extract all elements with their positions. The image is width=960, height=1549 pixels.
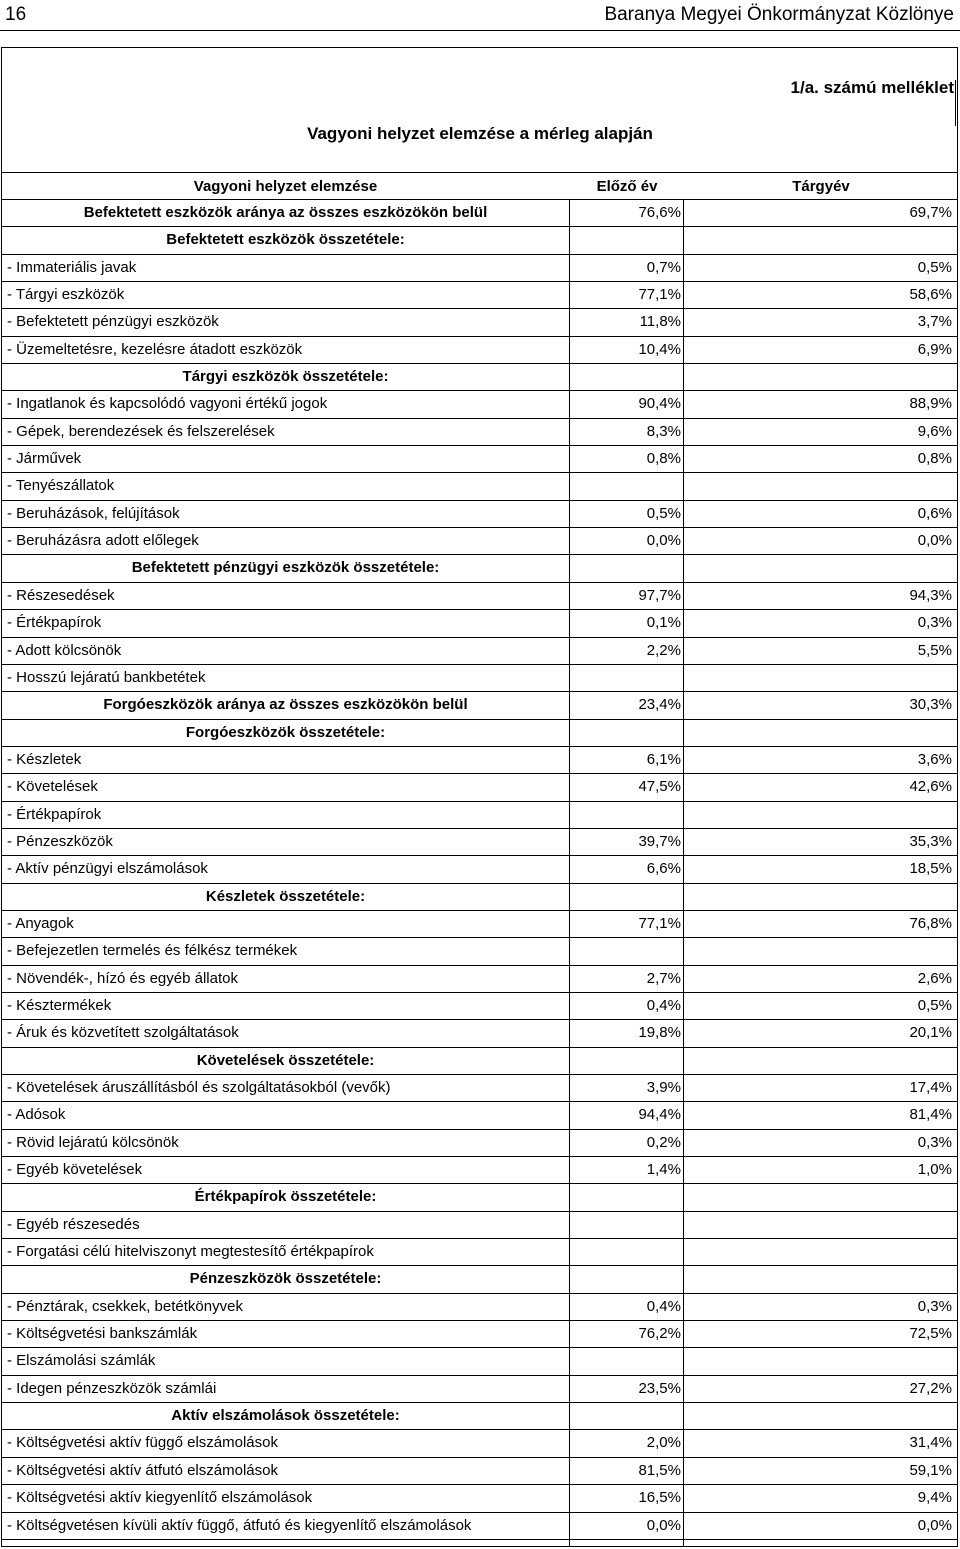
row-label: - Adott kölcsönök <box>7 641 122 659</box>
row-label: Pénzeszközök összetétele: <box>189 1270 382 1288</box>
section-header-row <box>1 884 958 911</box>
table-row <box>1 282 958 309</box>
current-year-value: 1,0% <box>917 1161 952 1179</box>
table-row <box>1 665 958 692</box>
previous-year-value: 10,4% <box>638 340 681 358</box>
current-year-value: 0,3% <box>917 1133 952 1151</box>
current-year-value: 30,3% <box>909 696 952 714</box>
current-year-value: 42,6% <box>909 778 952 796</box>
annex-divider <box>955 80 956 126</box>
previous-year-value: 47,5% <box>638 778 681 796</box>
section-header-row <box>1 1403 958 1430</box>
row-label: - Egyéb részesedés <box>7 1215 140 1233</box>
previous-year-value: 97,7% <box>638 586 681 604</box>
table-body <box>1 200 958 1540</box>
previous-year-value: 77,1% <box>638 914 681 932</box>
previous-year-value: 16,5% <box>638 1489 681 1507</box>
previous-year-value: 0,0% <box>646 1516 681 1534</box>
row-label: Forgóeszközök aránya az összes eszközökön belül <box>103 696 468 714</box>
row-label: - Befejezetlen termelés és félkész termékek <box>7 942 298 960</box>
table-row <box>1 774 958 801</box>
table-row <box>1 1294 958 1321</box>
section-header-row <box>1 1184 958 1211</box>
row-label: Forgóeszközök összetétele: <box>185 723 386 741</box>
row-label: - Növendék-, hízó és egyéb állatok <box>7 969 238 987</box>
previous-year-value: 6,6% <box>646 860 681 878</box>
previous-year-value: 76,2% <box>638 1325 681 1343</box>
previous-year-value: 0,0% <box>646 532 681 550</box>
table-row <box>1 1458 958 1485</box>
table-row <box>1 391 958 418</box>
previous-year-value: 6,1% <box>646 750 681 768</box>
row-label: - Értékpapírok <box>7 805 102 823</box>
current-year-value: 18,5% <box>909 860 952 878</box>
previous-year-value: 2,0% <box>646 1434 681 1452</box>
page-number: 16 <box>5 4 27 25</box>
row-label: - Anyagok <box>7 914 74 932</box>
row-label: - Tárgyi eszközök <box>7 286 125 304</box>
section-header-row <box>1 692 958 719</box>
publication-title: Baranya Megyei Önkormányzat Közlönye <box>604 4 954 25</box>
row-label: - Járművek <box>7 450 82 468</box>
row-label: Követelések összetétele: <box>196 1051 375 1069</box>
row-label: - Aktív pénzügyi elszámolások <box>7 860 208 878</box>
current-year-value: 0,3% <box>917 1297 952 1315</box>
table-row <box>1 747 958 774</box>
row-label: - Hosszú lejáratú bankbetétek <box>7 668 206 686</box>
row-label: - Követelések áruszállításból és szolgáltatásokból (vevők) <box>7 1079 391 1096</box>
row-label: - Beruházásra adott előlegek <box>7 532 199 550</box>
current-year-value: 0,3% <box>917 614 952 632</box>
table-row <box>1 583 958 610</box>
row-label: Tárgyi eszközök összetétele: <box>182 368 389 386</box>
previous-year-value: 0,2% <box>646 1133 681 1151</box>
previous-year-value: 77,1% <box>638 286 681 304</box>
table-row <box>1 1239 958 1266</box>
table-row <box>1 1157 958 1184</box>
row-label: Befektetett eszközök aránya az összes eszközökön belül <box>83 204 488 221</box>
current-year-value: 5,5% <box>917 641 952 659</box>
row-label: - Tenyészállatok <box>7 477 115 495</box>
table-row <box>1 856 958 883</box>
row-label: - Adósok <box>7 1106 66 1124</box>
row-label: - Részesedések <box>7 586 115 604</box>
row-label: - Költségvetésen kívüli aktív függő, átfutó és kiegyenlítő elszámolások <box>7 1516 472 1534</box>
table-row <box>1 829 958 856</box>
previous-year-value: 1,4% <box>646 1161 681 1179</box>
table-row <box>1 1075 958 1102</box>
current-year-value: 59,1% <box>909 1461 952 1479</box>
current-year-value: 35,3% <box>909 832 952 850</box>
section-header-row <box>1 1048 958 1075</box>
row-label: Aktív elszámolások összetétele: <box>171 1407 400 1425</box>
table-row <box>1 1376 958 1403</box>
row-label: Készletek összetétele: <box>205 887 366 905</box>
table-row <box>1 255 958 282</box>
current-year-value: 0,0% <box>917 1516 952 1534</box>
table-row <box>1 993 958 1020</box>
current-year-value: 72,5% <box>909 1325 952 1343</box>
current-year-value: 58,6% <box>909 286 952 304</box>
table-row <box>1 473 958 500</box>
table-row <box>1 1130 958 1157</box>
table-row <box>1 1020 958 1047</box>
previous-year-value: 0,1% <box>646 614 681 632</box>
section-header-row <box>1 1266 958 1293</box>
table-row <box>1 1513 958 1540</box>
previous-year-value: 11,8% <box>639 313 681 331</box>
row-label: - Költségvetési aktív kiegyenlítő elszámolások <box>7 1489 313 1507</box>
current-year-value: 31,4% <box>909 1434 952 1452</box>
row-label: - Költségvetési aktív átfutó elszámolások <box>7 1461 278 1479</box>
previous-year-value: 39,7% <box>638 832 681 850</box>
table-row <box>1 1212 958 1239</box>
current-year-value: 0,0% <box>917 532 952 550</box>
current-year-value: 9,6% <box>917 422 952 440</box>
previous-year-value: 76,6% <box>638 204 681 221</box>
previous-year-value: 3,9% <box>646 1079 681 1096</box>
document-title: Vagyoni helyzet elemzése a mérleg alapján <box>307 124 653 143</box>
row-label: - Pénztárak, csekkek, betétkönyvek <box>7 1297 243 1315</box>
row-label: - Rövid lejáratú kölcsönök <box>7 1133 179 1151</box>
table-row <box>1 309 958 336</box>
previous-year-value: 2,7% <box>646 969 681 987</box>
row-label: - Idegen pénzeszközök számlái <box>7 1379 217 1397</box>
table-row <box>1 610 958 637</box>
row-label: - Egyéb követelések <box>7 1161 143 1179</box>
table-row <box>1 419 958 446</box>
previous-year-value: 94,4% <box>638 1106 681 1124</box>
row-label: - Késztermékek <box>7 996 112 1014</box>
row-label: - Gépek, berendezések és felszerelések <box>7 422 275 440</box>
table-row <box>1 337 958 364</box>
table-row <box>1 938 958 965</box>
current-year-value: 2,6% <box>917 969 952 987</box>
section-header-row <box>1 227 958 254</box>
annex-label: 1/a. számú melléklet <box>790 78 954 97</box>
current-year-value: 94,3% <box>909 586 952 604</box>
previous-year-value: 19,8% <box>638 1024 681 1042</box>
current-year-value: 81,4% <box>909 1106 952 1124</box>
row-label: - Követelések <box>7 778 98 796</box>
table-header-row <box>1 172 958 200</box>
previous-year-value: 8,3% <box>646 422 681 440</box>
current-year-value: 17,4% <box>909 1079 952 1096</box>
current-year-value: 0,8% <box>917 450 952 468</box>
previous-year-value: 23,5% <box>638 1379 681 1397</box>
current-year-value: 3,6% <box>917 750 952 768</box>
row-label: - Értékpapírok <box>7 614 102 632</box>
table-row <box>1 1348 958 1375</box>
table-row <box>1 528 958 555</box>
current-year-value: 0,5% <box>917 258 952 276</box>
table-row <box>1 966 958 993</box>
previous-year-value: 0,5% <box>646 504 681 522</box>
table-row <box>1 638 958 665</box>
section-header-row <box>1 555 958 582</box>
current-year-value: 9,4% <box>917 1489 952 1507</box>
column-header-current-year: Tárgyév <box>792 178 850 195</box>
table-row <box>1 1485 958 1512</box>
current-year-value: 76,8% <box>909 914 952 932</box>
row-label: Befektetett pénzügyi eszközök összetétele: <box>131 559 440 577</box>
current-year-value: 0,6% <box>917 504 952 522</box>
previous-year-value: 0,8% <box>646 450 681 468</box>
previous-year-value: 0,7% <box>646 258 681 276</box>
table-row <box>1 446 958 473</box>
previous-year-value: 2,2% <box>646 641 681 659</box>
row-label: - Immateriális javak <box>7 258 137 276</box>
table-row <box>1 1430 958 1457</box>
table-row <box>1 911 958 938</box>
row-label: - Áruk és közvetített szolgáltatások <box>7 1024 239 1042</box>
row-label: - Üzemeltetésre, kezelésre átadott eszközök <box>7 340 303 358</box>
table-row <box>1 1102 958 1129</box>
section-header-row <box>1 364 958 391</box>
current-year-value: 69,7% <box>909 204 952 221</box>
row-label: - Elszámolási számlák <box>7 1352 156 1370</box>
current-year-value: 3,7% <box>917 313 952 331</box>
row-label: Értékpapírok összetétele: <box>194 1188 377 1206</box>
row-label: - Költségvetési bankszámlák <box>7 1325 198 1343</box>
table-row <box>1 501 958 528</box>
table-row <box>1 1321 958 1348</box>
column-header-label: Vagyoni helyzet elemzése <box>193 178 378 195</box>
page-header <box>0 0 960 31</box>
row-label: Befektetett eszközök összetétele: <box>166 231 405 249</box>
row-label: - Befektetett pénzügyi eszközök <box>7 313 219 331</box>
row-label: - Készletek <box>7 750 82 768</box>
row-label: - Forgatási célú hitelviszonyt megtestesítő értékpapírok <box>7 1243 374 1261</box>
current-year-value: 27,2% <box>909 1379 952 1397</box>
section-header-row <box>1 720 958 747</box>
row-label: - Beruházások, felújítások <box>7 504 180 522</box>
row-label: - Ingatlanok és kapcsolódó vagyoni értékű jogok <box>7 395 328 413</box>
row-label: - Pénzeszközök <box>7 832 113 850</box>
section-header-row <box>1 200 958 227</box>
previous-year-value: 81,5% <box>638 1461 681 1479</box>
previous-year-value: 0,4% <box>646 1297 681 1315</box>
current-year-value: 0,5% <box>917 996 952 1014</box>
previous-year-value: 23,4% <box>638 696 681 714</box>
current-year-value: 88,9% <box>909 395 952 413</box>
previous-year-value: 0,4% <box>646 996 681 1014</box>
column-header-previous-year: Előző év <box>596 178 658 195</box>
table-row <box>1 802 958 829</box>
current-year-value: 20,1% <box>909 1024 952 1042</box>
row-label: - Költségvetési aktív függő elszámolások <box>7 1434 278 1452</box>
current-year-value: 6,9% <box>917 340 952 358</box>
previous-year-value: 90,4% <box>638 395 681 413</box>
